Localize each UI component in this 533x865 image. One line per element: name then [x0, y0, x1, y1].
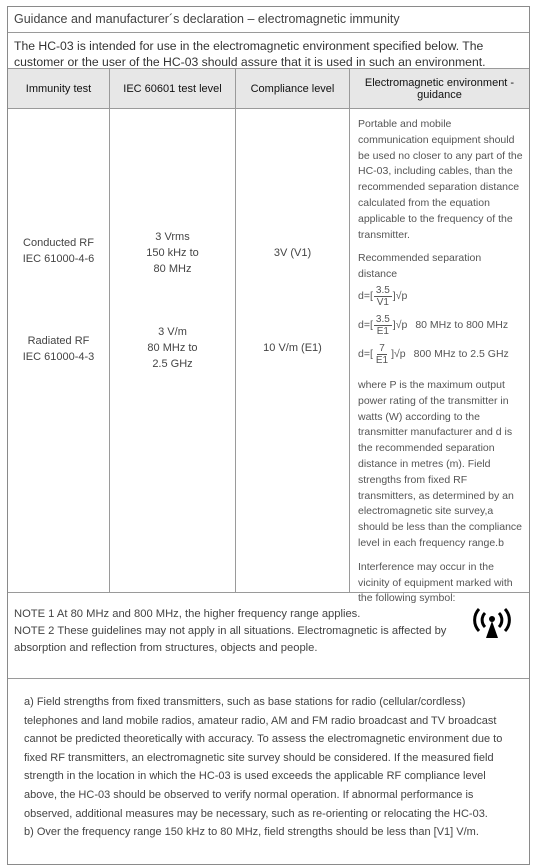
fraction-numerator: 3.5	[375, 284, 390, 296]
level-line: 2.5 GHz	[152, 358, 193, 370]
fraction-denominator: V1	[376, 296, 389, 308]
col-test-level	[110, 109, 236, 592]
non-ionizing-radiation-icon	[358, 603, 523, 645]
guidance-paragraph: where P is the maximum output power rating of the transmitter in watts (W) according to the transmitter manufacturer and d is the recommended separation distance in metres (m). Field strengths from fixed RF transmitters, as determined by an electromagnetic site survey,a should be less than the compliance level in each frequency range.b	[358, 378, 523, 549]
col-compliance-level	[236, 109, 350, 592]
footnote-line: cannot be predicted theoretically with accuracy. To assess the electromagnetic environment due to	[24, 733, 503, 746]
level-line: 80 MHz	[153, 263, 192, 275]
formula-e1-low	[358, 314, 523, 337]
note-line: NOTE 2 These guidelines may not apply in all situations. Electromagnetic is affected by	[14, 625, 447, 637]
footnote-line: telephones and land mobile radios, amateur radio, AM and FM radio broadcast and TV broadcast	[24, 714, 497, 727]
fraction-denominator: E1	[376, 325, 389, 337]
formula-prefix: d=[	[358, 318, 373, 331]
footnote-line: strength in the location in which the HC-03 is used exceeds the applicable RF compliance level	[24, 770, 486, 783]
formula-suffix: ]√p	[392, 318, 408, 331]
formula-v1	[358, 285, 523, 308]
formula-fraction	[374, 285, 392, 308]
fraction-numerator: 7	[379, 342, 385, 354]
fraction-denominator: E1	[375, 354, 389, 366]
level-conducted	[110, 229, 235, 277]
header-compliance-level: Compliance level	[236, 69, 350, 108]
col-immunity-test	[8, 109, 110, 592]
formula-prefix: d=[	[358, 347, 373, 360]
header-test-level: IEC 60601 test level	[110, 69, 236, 108]
emc-immunity-table	[7, 6, 530, 865]
compliance-radiated: 10 V/m (E1)	[263, 342, 322, 354]
formula-prefix: d=[	[358, 289, 373, 302]
compliance-conducted: 3V (V1)	[273, 247, 312, 259]
formula-suffix: ]√p	[391, 347, 406, 360]
header-immunity-test: Immunity test	[8, 69, 110, 108]
col-guidance	[350, 109, 529, 605]
test-standard: IEC 61000-4-3	[22, 351, 95, 363]
level-line: 150 kHz to	[146, 247, 199, 259]
footnote-line: a) Field strengths from fixed transmitters, such as base stations for radio (cellular/cordless)	[24, 696, 466, 708]
formula-fraction	[374, 314, 392, 337]
formula-fraction	[374, 343, 390, 366]
intro-line: customer or the user of the HC-03 should assure that it is used in such an environment.	[14, 55, 486, 69]
table-body	[8, 109, 529, 605]
test-conducted	[8, 235, 109, 267]
formula-range: 80 MHz to 800 MHz	[415, 318, 509, 331]
footnote-line: above, the HC-03 should be observed to verify normal operation. If abnormal performance is	[24, 788, 474, 801]
header-row	[8, 69, 529, 109]
table-title: Guidance and manufacturer´s declaration – electromagnetic immunity	[8, 7, 529, 33]
footnote-line: fixed RF transmitters, an electromagnetic site survey should be considered. If the measured field	[24, 751, 494, 764]
formula-e1-high	[358, 343, 523, 366]
test-radiated	[8, 333, 109, 365]
note-line: NOTE 1 At 80 MHz and 800 MHz, the higher frequency range applies.	[14, 608, 361, 620]
guidance-paragraph: Portable and mobile communication equipment should be used no closer to any part of the HC-03, including cables, than the recommended separation distance calculated from the equation applicable to the frequency of the transmitter.	[358, 118, 523, 241]
test-name: Radiated RF	[27, 335, 90, 347]
level-line: 80 MHz to	[147, 342, 198, 354]
intro-text	[8, 33, 529, 69]
footnote-line: observed, additional measures may be necessary, such as re-orienting or relocating the HC-03.	[24, 807, 488, 820]
guidance-recommended: Recommended separation distance	[358, 252, 482, 281]
formula-range: 800 MHz to 2.5 GHz	[413, 347, 509, 360]
note-line: absorption and reflection from structures, objects and people.	[14, 642, 318, 654]
level-line: 3 V/m	[158, 326, 187, 338]
test-standard: IEC 61000-4-6	[22, 253, 95, 265]
intro-line: The HC-03 is intended for use in the electromagnetic environment specified below. The	[14, 39, 484, 53]
footnotes-section	[8, 679, 529, 864]
test-name: Conducted RF	[23, 237, 94, 249]
footnote-line: b) Over the frequency range 150 kHz to 80 MHz, field strengths should be less than [V1] V/m.	[24, 826, 479, 839]
fraction-numerator: 3.5	[375, 313, 390, 325]
level-radiated	[110, 324, 235, 372]
header-guidance: Electromagnetic environment - guidance	[364, 76, 515, 101]
formula-suffix: ]√p	[392, 289, 408, 302]
guidance-paragraph: Interference may occur in the vicinity of equipment marked with the following symbol:	[358, 560, 513, 605]
level-line: 3 Vrms	[155, 231, 190, 243]
